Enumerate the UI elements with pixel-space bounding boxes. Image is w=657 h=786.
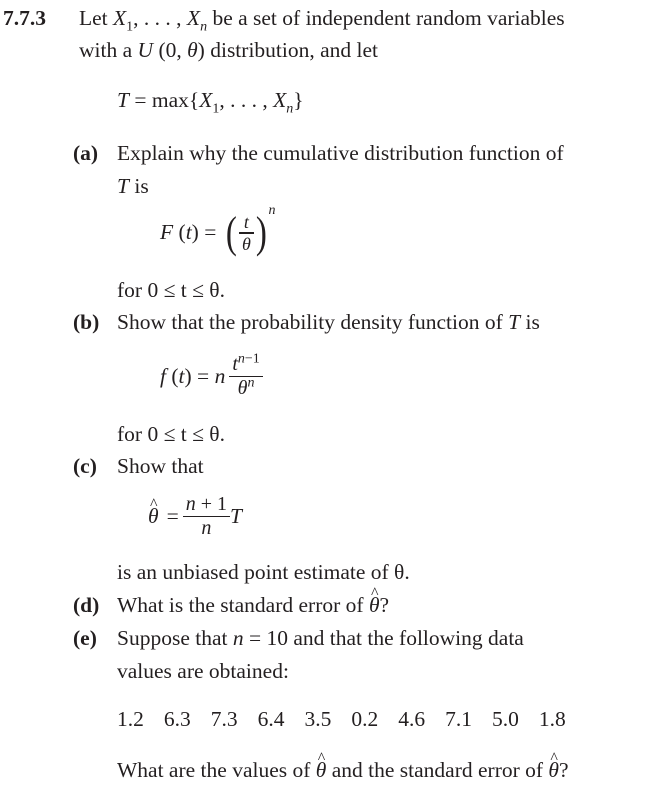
intro-line-1: Let $X_1$, . . . , $X_n$ be a set of independent random variables [79,6,565,35]
data-value: 7.1 [445,707,472,731]
intro-text-3: with a [79,38,138,62]
part-e-line1: Suppose that n = 10 and that the following data [117,626,524,650]
part-e-question-text: What are the values of [117,758,311,782]
part-e-label: (e) [73,626,97,650]
equation-estimator: ^ θ = $\frac{n + 1}{n}$ T [148,493,242,540]
part-b-label: (b) [73,310,100,334]
data-value: 1.8 [538,707,566,731]
intro-line-2: with a U (0, θ) distribution, and let [79,38,379,62]
part-a-range: for 0 ≤ t ≤ θ. [117,278,225,302]
equation-pdf: f (t) = n $\frac{t^{n-1}}{\theta^n}$ [160,353,263,400]
part-b-tail: is [525,310,540,334]
part-a-label: (a) [73,141,99,165]
part-e-line2: values are obtained: [117,659,289,683]
data-value: 0.2 [351,707,379,731]
data-value: 6.4 [257,707,285,731]
part-d-label: (d) [73,593,100,617]
part-d-text: What is the standard error of [117,593,364,617]
data-value: 3.5 [304,707,332,731]
part-b-text: Show that the probability density function of [117,310,503,334]
part-b-range: for 0 ≤ t ≤ θ. [117,422,225,446]
part-b-line1: Show that the probability density function of T is [117,310,540,334]
intro-text-4: distribution, and let [204,38,379,62]
part-a-line2: T is [117,174,149,198]
data-values [117,709,566,731]
equation-t-max: $T = \max\{X_1$, . . . , $X_n$} [117,88,304,117]
data-value: 5.0 [492,707,519,731]
intro-text-2: be a set of independent random variables [207,6,565,30]
intro-text: Let [79,6,114,30]
part-c-line2: is an unbiased point estimate of θ. [117,560,410,584]
part-e-text: Suppose that [117,626,228,650]
data-value: 7.3 [210,707,238,731]
part-e-tail: and that the following data [293,626,524,650]
part-a-line1: Explain why the cumulative distribution function of [117,141,564,165]
part-e-question: What are the values of ^ θ and the standard error of ^ θ? [117,760,569,782]
data-value: 4.6 [398,707,426,731]
part-d-line1: What is the standard error of ^ θ? [117,595,389,617]
part-a-is: is [134,174,149,198]
equation-cdf: F (t) = ( $\frac{t}{\theta}$ ) $^n$ [160,203,276,257]
data-value: 1.2 [117,707,144,731]
data-value: 6.3 [163,707,191,731]
part-c-line1: Show that [117,454,204,478]
math-uniform: U [137,38,154,62]
part-c-label: (c) [73,454,97,478]
problem-number: 7.7.3 [3,6,46,30]
math-x-list: X [113,6,127,30]
